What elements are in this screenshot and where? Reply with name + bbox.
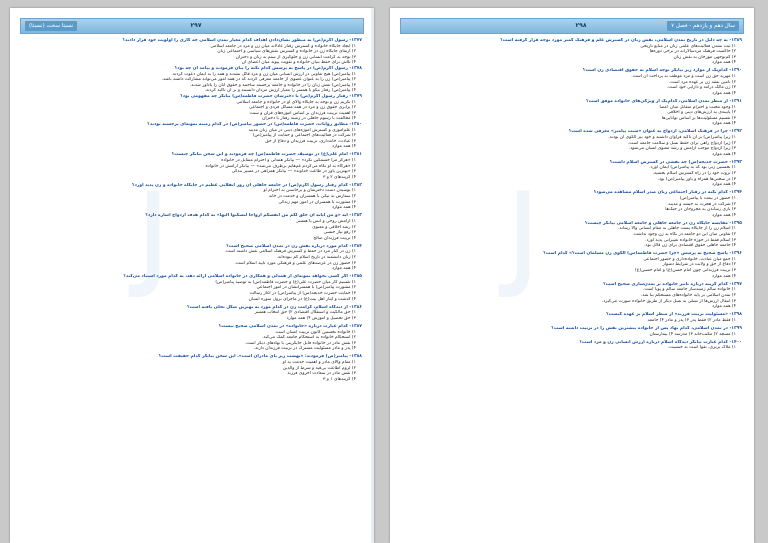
question-text: ۱۳۹۹- در تمدن اسلامی، کدام نهاد پس از خانواده بیشترین نقش را در تربیت داشته است؟ — [551, 325, 742, 331]
margin-bar — [371, 8, 374, 543]
answer-option: ۲) رشد اخلاقی و معنوی — [312, 224, 356, 230]
answer-option: ۴) همه موارد — [712, 90, 736, 96]
answer-option: ۲) شرکت در هجرت به حبشه و مدینه — [668, 201, 736, 207]
answer-option: ۱) حق مالکیت و استقلال اقتصادی ۲) حق انتخاب همسر — [254, 310, 356, 316]
answer-option: ۳) مشورت با همسران در امور مهم زندگی — [278, 199, 356, 205]
answer-option: ۱) وجود محبت و احترام متقابل میان اعضا — [659, 104, 736, 110]
answer-option: ۴) همه موارد — [332, 205, 356, 211]
answer-option: ۳) حضور زن در عرصه‌های علمی و فرهنگی مورد تأیید اسلام است. — [234, 260, 356, 266]
answer-option: ۳) نقش مادر در سعادت اخروی فرزند — [287, 371, 356, 377]
answer-option: ۱) حضور در بیعت با پیامبر(ص) — [679, 195, 736, 201]
answer-option: ۲) زیرا ازدواج راهی برای حفظ نسل و سلامت جامعه است. — [627, 140, 736, 146]
question-text: ۱۳۷۷- رسول اکرم(ص) به منظور نشان‌دادن اهداف کدام معیار تمدن اسلامی چه کاری را اولویت خود قرار دادند؟ — [122, 38, 362, 43]
answer-option: ۱) ملاک برتری، تقوا است نه جنسیت. — [667, 345, 736, 351]
answer-option: ۱) خانواده سالم زمینه‌ساز جامعه سالم و پویا است. — [642, 287, 736, 293]
answer-option: ۱) اسلام زن را از جایگاه پست جاهلی به مقام انسانی والا رساند. — [617, 226, 736, 232]
answer-option: ۴) گزینه‌های ۲ و ۳ — [322, 174, 356, 180]
page-header — [20, 18, 364, 34]
answer-option: ۳) زیرا ازدواج موجب آرامش و رشد معنوی انسان می‌شود. — [628, 146, 736, 152]
question-text: ۱۳۹۳- حضرت خدیجه(س) چه نقشی در گسترش اسلام داشت؟ — [609, 159, 742, 165]
answer-option: ۴) پدر و مادر مسئولیت مشترک در تربیت فرزندان دارند. — [253, 346, 356, 352]
page-number: ۲۹۷ — [190, 22, 202, 29]
answer-option: ۱) زیرا پیامبر(ص) بر آن تأکید فراوان داشتند و خود نیز الگوی آن بودند. — [608, 135, 736, 140]
answer-option: ۲) استحکام خانواده به استحکام جامعه کمک می‌کند. — [261, 335, 356, 341]
answer-option: ۴) تربیت فرزندان صالح — [313, 235, 356, 241]
question-text: ۱۳۹۷- کدام گزینه درباره تأثیر خانواده بر تمدن‌سازی صحیح است؟ — [603, 281, 742, 287]
answer-option: ۲) تأمین نفقه زن بر عهده مرد است. — [668, 79, 736, 85]
question-text: ۱۳۹۸- «مسئولیت تربیت فرزند» از منظر اسلام بر عهده کیست؟ — [606, 312, 742, 318]
question-text: ۱۳۸۹- به چه دلیل در تاریخ تمدن اسلامی، نقش زنان در گسترش علم و فرهنگ کمتر مورد توجه قرار گرفته است؟ — [500, 38, 742, 43]
answer-option: ۱) علم‌آموزی و گسترش آموزه‌های دینی در میان زنان مدینه — [248, 127, 356, 133]
question-text: ۱۳۸۵- اگر کسی بخواهد نمونه‌ای از همدلی و همکاری در خانواده اسلامی ارائه دهد، به کدام مورد استناد می‌کند؟ — [123, 274, 362, 280]
question-text: ۱۳۸۸- پیامبر(ص) فرمودند: «بهشت زیر پای مادران است». این سخن بیانگر کدام حقیقت است؟ — [158, 354, 362, 360]
answer-option: ۴) همه موارد — [332, 144, 356, 150]
answer-option: ۲) پیامبر(ص) زن را به عنوان عضوی از جامعه معرفی کردند که در همه امور می‌تواند مشارکت داشته باشد. — [161, 77, 356, 83]
answer-option: ۱) فقط مادر ۲) فقط پدر ۳) پدر و مادر ۴) جامعه — [647, 317, 736, 323]
answer-option: ۲) سفارش به نیکی با همسران و خدمت در خانه — [268, 194, 356, 200]
left-page — [10, 8, 374, 543]
running-head: نسبتا سخت (نسبتا) — [25, 21, 77, 31]
answer-option: ۱) آرامش روحی و انس با همسر — [296, 218, 356, 224]
answer-option: ۱) مقام والای مادر و اهمیت خدمت به او — [282, 360, 356, 366]
answer-option: ۲) پایبندی به ارزش‌های دینی و اخلاقی — [667, 110, 736, 116]
question-text: ۱۳۸۷- کدام عبارت درباره «خانواده» در تمدن اسلامی صحیح نیست؟ — [218, 324, 362, 329]
answer-option: ۱) مهریه حق زن است و مرد موظف به پرداخت آن است. — [631, 74, 736, 80]
answer-option: ۳) حق تحصیل و آموزش ۴) همه موارد — [286, 315, 356, 321]
answer-option: ۱) خانواده نخستین کانون تربیت انسان است. — [274, 329, 356, 335]
answer-option: ۲) شرکت در فعالیت‌های اجتماعی و حمایت از پیامبر(ص) — [252, 133, 356, 139]
page-body — [402, 38, 742, 537]
answer-option: ۳) کم‌توجهی مورخان به نقش زنان — [673, 54, 736, 60]
question-text: ۱۳۹۰- کدام‌یک از موارد زیر بیانگر توجه اسلام به حقوق اقتصادی زن است؟ — [582, 68, 742, 74]
question-text: ۱۳۸۶- از دیدگاه اسلام، کرامت زن در کدام مورد به بهترین شکل تجلی یافته است؟ — [186, 304, 362, 310]
answer-option: ۲) مشورت پیامبر(ص) با همسرانشان در امور اجتماعی — [256, 285, 356, 291]
question-text: ۱۳۷۹- رفتار رسول اکرم(ص) با دخترشان حضرت فاطمه(س) بیانگر چه مفهومی بود؟ — [180, 93, 362, 99]
answer-option: ۲) زنان دانشمند در تاریخ اسلام کم نبوده‌اند. — [276, 254, 356, 260]
answer-option: ۴) پیامبر(ص) رفتار نیکو با همسر را معیار ارزش مردان دانستند و بر آن تأکید کردند. — [204, 88, 356, 94]
answer-option: ۳) نقش مادر در خانواده قابل جایگزینی با نهادهای دیگر است. — [244, 340, 356, 346]
page-body — [22, 38, 362, 537]
question-text: ۱۳۸۴- کدام مورد درباره نقش زن در تمدن اسلامی صحیح است؟ — [226, 243, 362, 249]
answer-option: ۳) «بهترین یاور در طاعت خداوند» — بیانگر همراهی در مسیر بندگی — [231, 169, 356, 175]
answer-option: ۱) پیامبر(ص) هیچ تفاوتی در ارزش انسانی میان زن و مرد قائل نشدند و همه را به ایمان دعوت کردند. — [171, 71, 356, 77]
answer-option: ۱) مسجد ۲) مکتب‌خانه ۳) مدرسه ۴) بیمارستان — [649, 331, 736, 337]
answer-option: ۳) زن مالک درآمد و دارایی خود است. — [666, 85, 736, 91]
answer-option: ۲) برابری حقوق زن و مرد در همه مسائل فردی و اجتماعی — [248, 105, 356, 111]
watermark-logo: ﻟ — [130, 168, 173, 331]
running-head: سال دهم و یازدهم - فصل ۷ — [667, 21, 739, 31]
page-number: ۲۹۸ — [575, 22, 587, 29]
question-text: ۱۳۸۰- مطابق روایات، حضرت فاطمه(س) در حضور پیامبر(ص) در کدام زمینه نمونه‌ای برجسته بودند؟ — [147, 121, 362, 127]
answer-option: ۴) مخالفت با رسوم جاهلی در زمینه رفتار با دختران — [262, 116, 356, 122]
right-page — [390, 8, 754, 543]
question-text: ۱۳۹۵- مقایسه جایگاه زن در جامعه جاهلی و جامعه اسلامی بیانگر چیست؟ — [584, 220, 742, 226]
answer-option: ۴) همه موارد — [712, 212, 736, 218]
question-text: ۱۳۹۱- از منظر تمدن اسلامی، کدام‌یک از ویژگی‌های خانواده موفق است؟ — [586, 98, 742, 104]
question-text: ۱۳۹۶- پاسخ صحیح به پرسش «چرا حضرت فاطمه(س) الگوی زن مسلمان است؟» کدام است؟ — [543, 251, 742, 257]
answer-option: ۴) جامعه جاهلی حقوق اقتصادی برای زن قائل بود. — [644, 243, 736, 249]
answer-option: ۳) پیامبر(ص) نقش زنان را در خانواده و جامعه برجسته ساختند و حقوق آنان را یادآور شدند. — [189, 82, 356, 88]
answer-option: ۲) ثروت خود را در راه گسترش اسلام بخشید. — [652, 171, 736, 177]
page-header — [400, 18, 744, 34]
answer-option: ۲) لزوم اطاعت بی‌قید و شرط از والدین — [282, 365, 356, 371]
answer-option: ۱) نخستین زنی بود که به پیامبر(ص) ایمان آورد. — [649, 165, 736, 171]
answer-option: ۱) بوسیدن دست دخترشان و برخاستن به احترام او — [263, 188, 356, 194]
answer-option: ۳) توجه به کرامت انسانی زن و جلوگیری از ستم به زنان و دختران — [235, 54, 356, 60]
answer-option: ۳) رفع نیاز جنسی — [323, 230, 356, 236]
answer-option: ۴) همه موارد — [712, 60, 736, 66]
answer-option: ۳) در سختی‌ها همراه و یاور پیامبر(ص) بود. — [657, 176, 736, 182]
question-text: ۱۳۸۱- امام علی(ع) در توصیف حضرت فاطمه(س) چه فرمودند و این سخن بیانگر چیست؟ — [171, 152, 362, 158]
question-text: ۱۳۹۲- چرا در فرهنگ اسلامی، ازدواج به عنوان «سنت پیامبر» معرفی شده است؟ — [568, 129, 742, 135]
answer-option: ۲) تمدن اسلامی بر پایه خانواده‌های مستحکم بنا شد. — [641, 292, 736, 298]
answer-option: ۴) همه موارد — [712, 121, 736, 127]
question-text: ۱۳۸۳- آیه «و من آیاته ان خلق لکم من انفسکم ازواجا لتسکنوا الیها» به کدام هدف ازدواج اشاره دارد؟ — [145, 213, 362, 219]
answer-option: ۴) همه موارد — [712, 151, 736, 157]
answer-option: ۳) حمایت حضرت خدیجه(س) از پیامبر(ص) در آغاز رسالت — [249, 291, 356, 297]
answer-option: ۳) انتقال ارزش‌ها از نسلی به نسل دیگر از طریق خانواده صورت می‌گیرد. — [601, 298, 736, 304]
question-text: ۱۳۹۴- کدام نکته در رفتار اجتماعی زنان صدر اسلام مشاهده می‌شود؟ — [593, 190, 742, 196]
watermark-logo: ﻟ — [500, 168, 543, 331]
answer-option: ۱) تقسیم کار میان حضرت علی(ع) و حضرت فاطمه(س) به توصیه پیامبر(ص) — [215, 279, 356, 285]
answer-option: ۲) تفاوتی میان این دو جامعه در نگاه به زن وجود نداشت. — [632, 232, 736, 237]
answer-option: ۴) همه موارد — [712, 273, 736, 279]
answer-option: ۱) زن در کنار مرد در حفظ و گسترش فرهنگ اسلامی نقش داشته است. — [224, 249, 356, 255]
answer-option: ۳) یاری رساندن به مجروحان در جنگ‌ها — [665, 207, 736, 213]
question-text: ۱۳۸۲- کدام رفتار رسول اکرم(ص) در جامعه جاهلی آن روز انقلابی عظیم در جایگاه خانواده و زن پدید آورد؟ — [132, 182, 362, 188]
answer-option: ۴) تلاش برای حفظ بنیان خانواده و تقویت پیوند میان اعضای آن — [241, 60, 356, 66]
answer-option: ۳) اسلام فقط در حوزه خانواده تغییراتی پدید آورد. — [645, 237, 736, 243]
answer-option: ۳) تقسیم مسئولیت‌ها بر اساس توانایی‌ها — [661, 115, 736, 121]
answer-option: ۱) تکریم زن و توجه به جایگاه والای او در خانواده و جامعه اسلامی — [236, 99, 356, 105]
answer-option: ۴) گذشت و ایثار اهل بیت(ع) در ماجرای نزول سوره انسان — [248, 296, 356, 302]
question-text: ۱۴۰۰- کدام عبارت بیانگر دیدگاه اسلام درباره ارزش انسانی زن و مرد است؟ — [579, 339, 742, 345]
answer-option: ۳) تربیت فرزندانی چون امام حسن(ع) و امام حسین(ع) — [635, 268, 736, 274]
answer-option: ۴) همه موارد — [712, 182, 736, 188]
answer-option: ۲) دفاع از حق و ولایت در شرایط دشوار — [662, 262, 736, 268]
answer-option: ۳) عبادت، خانه‌داری، تربیت فرزندان و دفاع از حق — [265, 138, 356, 144]
answer-option: ۱) ایجاد جایگاه خانواده و گسترش رفتار عادلانه میان زن و مرد در جامعه اسلامی — [210, 43, 356, 49]
answer-option: ۱) ثبت نشدن فعالیت‌های علمی زنان در منابع تاریخی — [640, 43, 736, 49]
answer-option: ۲) حاکمیت فرهنگ مردسالارانه در برخی دوره‌ها — [649, 49, 736, 55]
answer-option: ۴) همه موارد — [332, 266, 356, 272]
question-text: ۱۳۷۸- رسول اکرم(ص) در پاسخ به پرسش کدام نکته را بیان فرمودند و پیامد آن چه بود؟ — [174, 65, 362, 71]
answer-option: ۱) جمع میان عبادت، خانواده‌داری و حضور اجتماعی — [643, 256, 736, 262]
answer-option: ۱) «هرگز مرا خشمگین نکرد» — بیانگر همدلی و احترام متقابل در خانواده — [221, 157, 356, 163]
answer-option: ۲) ارتقای جایگاه زن در خانواده و گسترش نقش‌های سیاسی و اجتماعی زنان — [217, 49, 356, 55]
answer-option: ۳) اهمیت تربیت فرزندان بر اساس آموزه‌های قرآن و سنت — [249, 110, 356, 116]
answer-option: ۲) «هرگاه به او نگاه می‌کردم غم‌هایم برطرف می‌شد» — بیانگر آرامش در خانواده — [205, 163, 356, 169]
answer-option: ۴) گزینه‌های ۱ و ۳ — [322, 376, 356, 382]
answer-option: ۴) همه موارد — [712, 304, 736, 310]
